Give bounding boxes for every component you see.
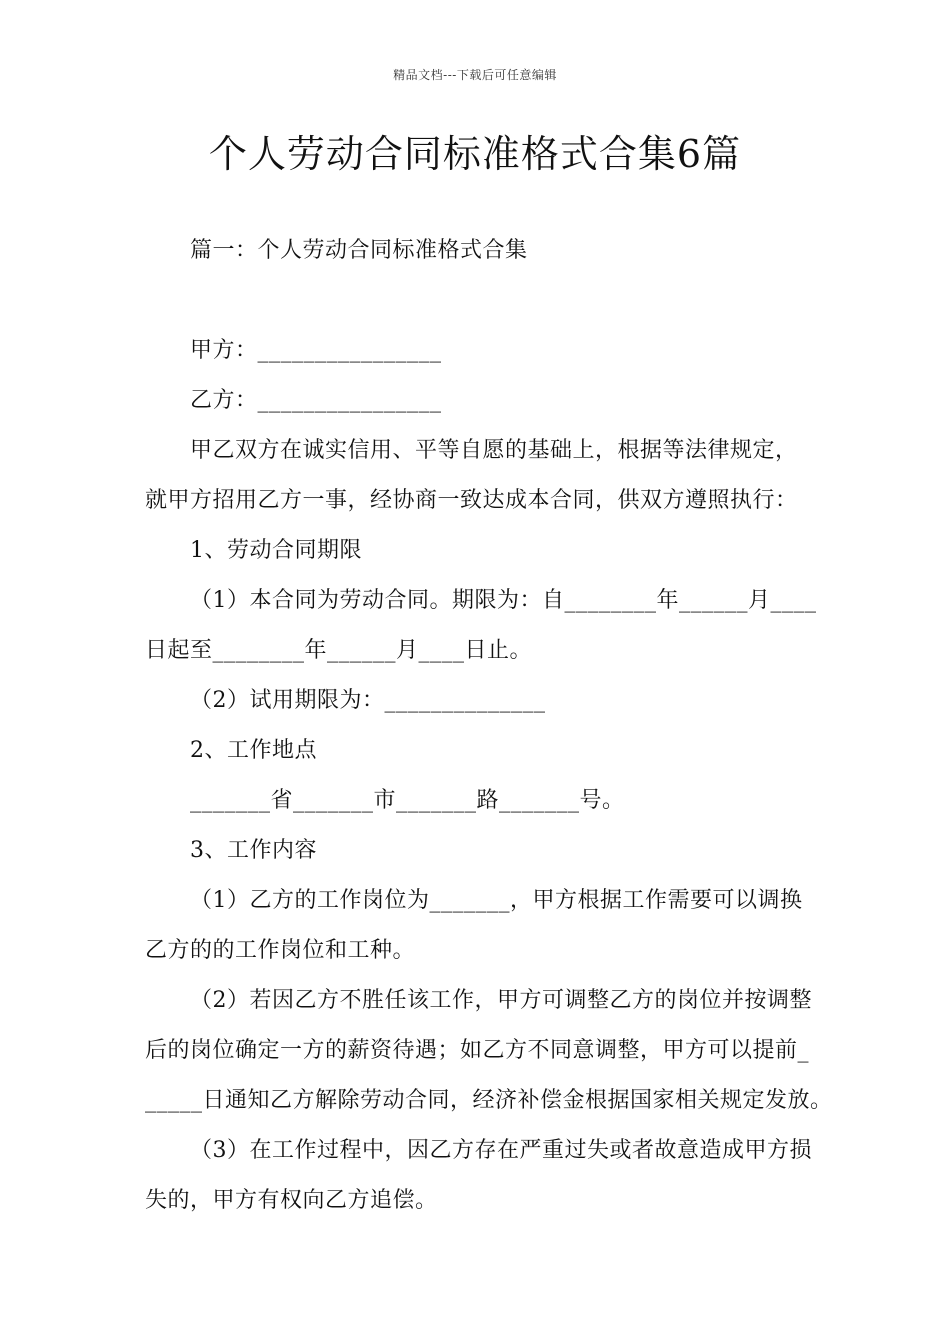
section-heading: 篇一：个人劳动合同标准格式合集 [190, 238, 528, 263]
party-a-line: 甲方：________________ [190, 338, 442, 363]
paragraph-line: _______省_______市_______路_______号。 [190, 788, 625, 813]
paragraph-line: 后的岗位确定一方的薪资待遇；如乙方不同意调整，甲方可以提前_ [145, 1038, 810, 1063]
paragraph-line: 乙方的的工作岗位和工种。 [145, 938, 416, 963]
header-note: 精品文档---下载后可任意编辑 [393, 68, 557, 82]
party-b-line: 乙方：________________ [190, 388, 442, 413]
paragraph-line: _____日通知乙方解除劳动合同，经济补偿金根据国家相关规定发放。 [145, 1088, 833, 1113]
paragraph-line: （2）试用期限为：______________ [190, 688, 546, 713]
clause-heading: 1、劳动合同期限 [190, 538, 362, 563]
paragraph-line: （1）本合同为劳动合同。期限为：自________年______月____ [190, 588, 817, 613]
document-title: 个人劳动合同标准格式合集6篇 [208, 132, 742, 176]
paragraph-line: （3）在工作过程中，因乙方存在严重过失或者故意造成甲方损 [190, 1138, 812, 1163]
paragraph-line: 失的，甲方有权向乙方追偿。 [145, 1188, 438, 1213]
clause-heading: 3、工作内容 [190, 838, 317, 863]
paragraph-line: 就甲方招用乙方一事，经协商一致达成本合同，供双方遵照执行： [145, 488, 798, 513]
paragraph-line: 甲乙双方在诚实信用、平等自愿的基础上，根据等法律规定， [190, 438, 798, 463]
paragraph-line: 日起至________年______月____日止。 [145, 638, 533, 663]
paragraph-line: （1）乙方的工作岗位为_______，甲方根据工作需要可以调换 [190, 888, 803, 913]
paragraph-line: （2）若因乙方不胜任该工作，甲方可调整乙方的岗位并按调整 [190, 988, 812, 1013]
clause-heading: 2、工作地点 [190, 738, 317, 763]
